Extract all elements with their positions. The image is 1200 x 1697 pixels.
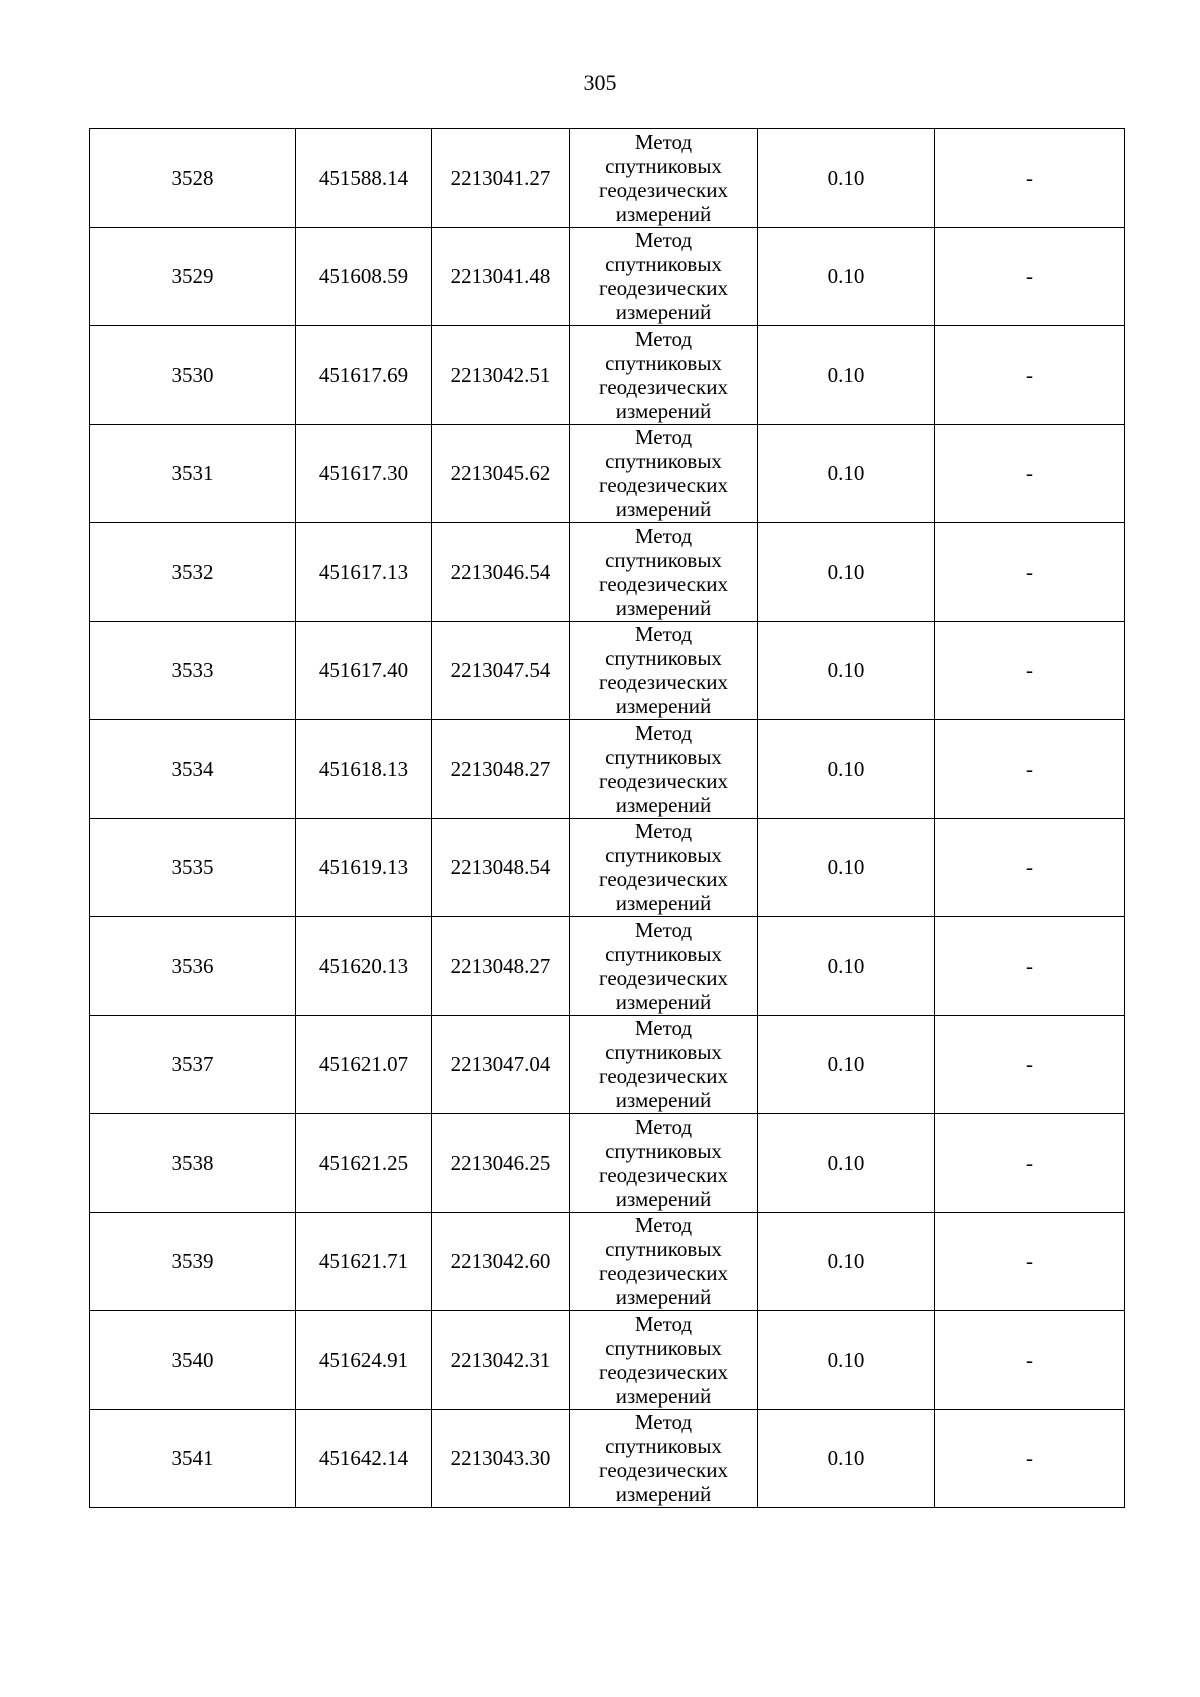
table-row xyxy=(90,523,1125,622)
y-coordinate-cell: 2213046.54 xyxy=(432,523,570,622)
point-number-cell: 3537 xyxy=(90,1015,296,1114)
method-text-line: геодезических xyxy=(598,1261,728,1286)
method-text-line: геодезических xyxy=(598,1359,728,1384)
method-text-line: Метод xyxy=(634,425,693,450)
y-coordinate-cell: 2213046.25 xyxy=(432,1114,570,1213)
method-text-line: спутниковых xyxy=(605,941,722,966)
note-cell: - xyxy=(935,917,1125,1016)
x-coordinate-cell: 451617.30 xyxy=(296,424,432,523)
method-text-line: Метод xyxy=(634,819,693,844)
method-text-line: Метод xyxy=(634,720,693,745)
method-text-line: спутниковых xyxy=(605,547,722,572)
table-row xyxy=(90,1212,1125,1311)
x-coordinate-cell: 451617.40 xyxy=(296,621,432,720)
method-cell xyxy=(570,523,758,622)
accuracy-cell: 0.10 xyxy=(758,326,935,425)
point-number-cell: 3540 xyxy=(90,1311,296,1410)
y-coordinate-cell: 2213043.30 xyxy=(432,1409,570,1508)
method-text-line: спутниковых xyxy=(605,252,722,277)
method-text-line: измерений xyxy=(615,1482,712,1507)
accuracy-cell: 0.10 xyxy=(758,1409,935,1508)
method-text-line: спутниковых xyxy=(605,1040,722,1065)
method-cell xyxy=(570,917,758,1016)
method-cell xyxy=(570,720,758,819)
method-text-line: геодезических xyxy=(598,768,728,793)
y-coordinate-cell: 2213045.62 xyxy=(432,424,570,523)
table-row xyxy=(90,227,1125,326)
note-cell: - xyxy=(935,1114,1125,1213)
x-coordinate-cell: 451624.91 xyxy=(296,1311,432,1410)
note-cell: - xyxy=(935,1212,1125,1311)
method-text-line: измерений xyxy=(615,595,712,620)
note-cell: - xyxy=(935,227,1125,326)
method-text-line: спутниковых xyxy=(605,350,722,375)
method-text-line: измерений xyxy=(615,201,712,226)
note-cell: - xyxy=(935,424,1125,523)
point-number-cell: 3532 xyxy=(90,523,296,622)
y-coordinate-cell: 2213042.51 xyxy=(432,326,570,425)
y-coordinate-cell: 2213048.27 xyxy=(432,917,570,1016)
table-row xyxy=(90,424,1125,523)
method-text-line: Метод xyxy=(634,622,693,647)
y-coordinate-cell: 2213048.27 xyxy=(432,720,570,819)
method-cell xyxy=(570,818,758,917)
accuracy-cell: 0.10 xyxy=(758,227,935,326)
y-coordinate-cell: 2213047.04 xyxy=(432,1015,570,1114)
x-coordinate-cell: 451619.13 xyxy=(296,818,432,917)
note-cell: - xyxy=(935,1409,1125,1508)
method-text-line: спутниковых xyxy=(605,646,722,671)
method-text-line: спутниковых xyxy=(605,449,722,474)
y-coordinate-cell: 2213047.54 xyxy=(432,621,570,720)
point-number-cell: 3539 xyxy=(90,1212,296,1311)
method-text-line: спутниковых xyxy=(605,1138,722,1163)
method-text-line: Метод xyxy=(634,1213,693,1238)
method-cell xyxy=(570,1311,758,1410)
note-cell: - xyxy=(935,129,1125,228)
method-cell xyxy=(570,1114,758,1213)
method-text-line: геодезических xyxy=(598,1064,728,1089)
method-text-line: геодезических xyxy=(598,1458,728,1483)
x-coordinate-cell: 451617.13 xyxy=(296,523,432,622)
method-text-line: спутниковых xyxy=(605,1237,722,1262)
note-cell: - xyxy=(935,1015,1125,1114)
table-row xyxy=(90,1114,1125,1213)
method-text-line: измерений xyxy=(615,891,712,916)
method-text-line: геодезических xyxy=(598,177,728,202)
page-number: 305 xyxy=(583,70,617,95)
point-number-cell: 3538 xyxy=(90,1114,296,1213)
method-text-line: спутниковых xyxy=(605,843,722,868)
method-text-line: Метод xyxy=(634,1311,693,1336)
accuracy-cell: 0.10 xyxy=(758,424,935,523)
x-coordinate-cell: 451642.14 xyxy=(296,1409,432,1508)
accuracy-cell: 0.10 xyxy=(758,917,935,1016)
method-text-line: геодезических xyxy=(598,374,728,399)
table-row xyxy=(90,1311,1125,1410)
table-row xyxy=(90,621,1125,720)
point-number-cell: 3534 xyxy=(90,720,296,819)
table-row xyxy=(90,326,1125,425)
accuracy-cell: 0.10 xyxy=(758,129,935,228)
method-text-line: Метод xyxy=(634,917,693,942)
method-text-line: измерений xyxy=(615,1383,712,1408)
accuracy-cell: 0.10 xyxy=(758,720,935,819)
method-cell xyxy=(570,326,758,425)
y-coordinate-cell: 2213042.60 xyxy=(432,1212,570,1311)
method-text-line: измерений xyxy=(615,1088,712,1113)
table-row xyxy=(90,818,1125,917)
method-text-line: измерений xyxy=(615,989,712,1014)
method-text-line: геодезических xyxy=(598,1162,728,1187)
note-cell: - xyxy=(935,720,1125,819)
method-text-line: спутниковых xyxy=(605,153,722,178)
accuracy-cell: 0.10 xyxy=(758,621,935,720)
x-coordinate-cell: 451617.69 xyxy=(296,326,432,425)
method-text-line: Метод xyxy=(634,1114,693,1139)
note-cell: - xyxy=(935,621,1125,720)
method-cell xyxy=(570,129,758,228)
method-text-line: Метод xyxy=(634,129,693,154)
y-coordinate-cell: 2213041.27 xyxy=(432,129,570,228)
method-text-line: спутниковых xyxy=(605,744,722,769)
point-number-cell: 3530 xyxy=(90,326,296,425)
accuracy-cell: 0.10 xyxy=(758,818,935,917)
coordinates-table-body xyxy=(90,129,1125,1508)
method-text-line: геодезических xyxy=(598,571,728,596)
accuracy-cell: 0.10 xyxy=(758,1212,935,1311)
method-text-line: Метод xyxy=(634,1016,693,1041)
table-row xyxy=(90,720,1125,819)
note-cell: - xyxy=(935,326,1125,425)
point-number-cell: 3536 xyxy=(90,917,296,1016)
x-coordinate-cell: 451621.71 xyxy=(296,1212,432,1311)
y-coordinate-cell: 2213042.31 xyxy=(432,1311,570,1410)
x-coordinate-cell: 451608.59 xyxy=(296,227,432,326)
method-text-line: Метод xyxy=(634,228,693,253)
x-coordinate-cell: 451620.13 xyxy=(296,917,432,1016)
x-coordinate-cell: 451588.14 xyxy=(296,129,432,228)
x-coordinate-cell: 451621.25 xyxy=(296,1114,432,1213)
method-text-line: измерений xyxy=(615,1285,712,1310)
method-cell xyxy=(570,1409,758,1508)
accuracy-cell: 0.10 xyxy=(758,523,935,622)
coordinates-table xyxy=(89,128,1125,1508)
note-cell: - xyxy=(935,818,1125,917)
point-number-cell: 3528 xyxy=(90,129,296,228)
table-row xyxy=(90,1015,1125,1114)
method-text-line: измерений xyxy=(615,300,712,325)
method-text-line: Метод xyxy=(634,326,693,351)
method-text-line: спутниковых xyxy=(605,1335,722,1360)
table-row xyxy=(90,917,1125,1016)
method-text-line: Метод xyxy=(634,523,693,548)
point-number-cell: 3535 xyxy=(90,818,296,917)
method-text-line: геодезических xyxy=(598,276,728,301)
table-row xyxy=(90,129,1125,228)
method-text-line: измерений xyxy=(615,694,712,719)
point-number-cell: 3541 xyxy=(90,1409,296,1508)
table-row xyxy=(90,1409,1125,1508)
method-text-line: геодезических xyxy=(598,473,728,498)
accuracy-cell: 0.10 xyxy=(758,1015,935,1114)
accuracy-cell: 0.10 xyxy=(758,1114,935,1213)
y-coordinate-cell: 2213048.54 xyxy=(432,818,570,917)
method-text-line: измерений xyxy=(615,398,712,423)
note-cell: - xyxy=(935,1311,1125,1410)
x-coordinate-cell: 451618.13 xyxy=(296,720,432,819)
method-cell xyxy=(570,424,758,523)
method-cell xyxy=(570,621,758,720)
method-cell xyxy=(570,1015,758,1114)
method-text-line: геодезических xyxy=(598,867,728,892)
y-coordinate-cell: 2213041.48 xyxy=(432,227,570,326)
method-cell xyxy=(570,227,758,326)
note-cell: - xyxy=(935,523,1125,622)
method-cell xyxy=(570,1212,758,1311)
method-text-line: геодезических xyxy=(598,670,728,695)
method-text-line: измерений xyxy=(615,792,712,817)
point-number-cell: 3529 xyxy=(90,227,296,326)
point-number-cell: 3533 xyxy=(90,621,296,720)
method-text-line: измерений xyxy=(615,1186,712,1211)
method-text-line: спутниковых xyxy=(605,1434,722,1459)
accuracy-cell: 0.10 xyxy=(758,1311,935,1410)
method-text-line: измерений xyxy=(615,497,712,522)
method-text-line: геодезических xyxy=(598,965,728,990)
method-text-line: Метод xyxy=(634,1410,693,1435)
point-number-cell: 3531 xyxy=(90,424,296,523)
x-coordinate-cell: 451621.07 xyxy=(296,1015,432,1114)
